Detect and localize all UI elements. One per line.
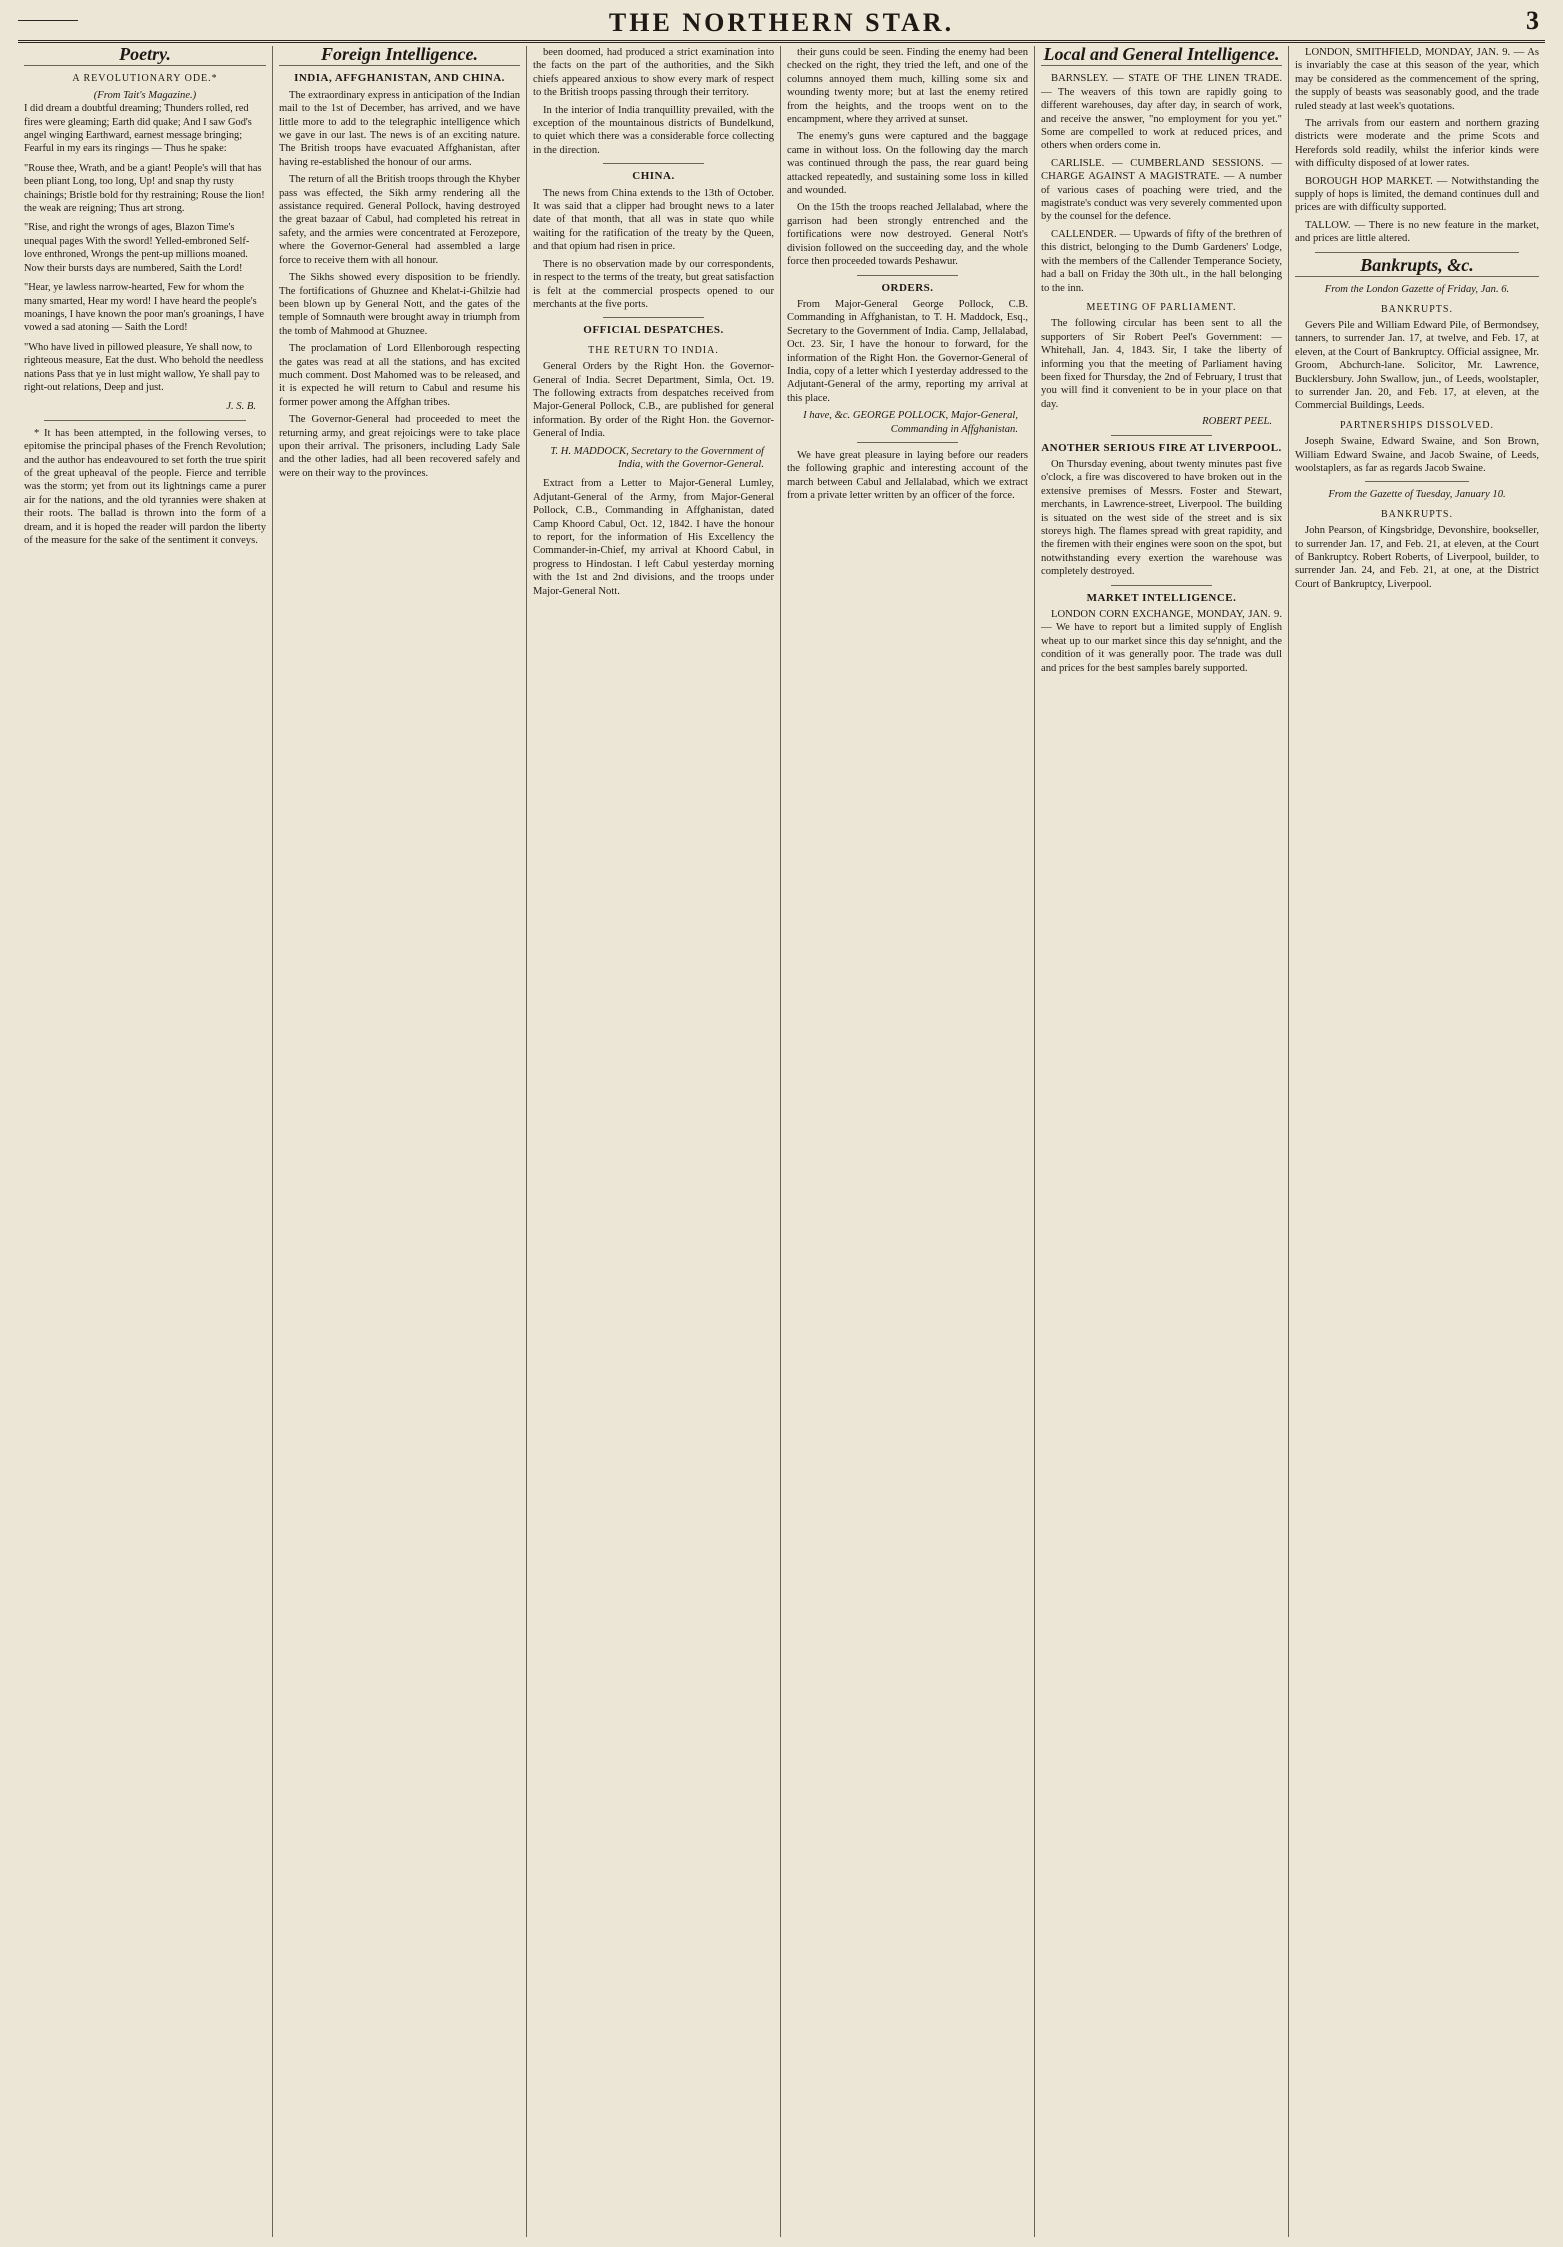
article-paragraph: We have great pleasure in laying before our readers the following graphic and interesting account of the march between Cabul and Jellalabad, which we extract from a private letter written by an officer of the force.	[787, 449, 1028, 502]
circular-signature: ROBERT PEEL.	[1202, 416, 1272, 428]
article-paragraph: In the interior of India tranquillity prevailed, with the exception of the mountainous districts of Bundelkund, to quiet which there was a considerable force collecting in the direction.	[533, 104, 774, 156]
bankrupts-title: BANKRUPTS.	[1381, 303, 1453, 315]
article-paragraph: The Governor-General had proceeded to meet the returning army, and great rejoicings were to take place upon their arrival. The prisoners, including Lady Sale and the other ladies, had all been recovered safely and were on their way to the provinces.	[279, 414, 520, 479]
column-markets-bankrupts	[1288, 46, 1545, 2237]
article-paragraph: The extraordinary express in anticipation of the Indian mail to the 1st of December, has arrived, and we have little more to add to the telegraphic intelligence which we gave in our last. The news is of an exciting nature. The British troops have evacuated Affghanistan, after having re-established the honour of our arms.	[279, 89, 520, 168]
gazette-source: From the London Gazette of Friday, Jan. 6.	[1324, 284, 1510, 296]
article-paragraph: The return of all the British troops through the Khyber pass was effected, the Sikh army rendering all the assistance required. General Pollock, having destroyed the great bazaar of Cabul, had completed his retreat in safety, and the armies were concentrated at Ferozepore, where the Governor-General had assembled a large force to receive them with all honour.	[279, 174, 520, 266]
india-section-title: INDIA, AFFGHANISTAN, AND CHINA.	[294, 72, 505, 85]
article-paragraph: The Sikhs showed every disposition to be friendly. The fortifications of Ghuznee and Khelat-i-Ghilzie had been blown up by General Nott, and the gates of the temple of Somnauth were brought away in triumph from the tomb of Mahmood at Ghuznee.	[279, 272, 520, 337]
poem-stanza: "Hear, ye lawless narrow-hearted, Few for whom the many smarted, Hear my word! I have heard the people's moanings, I have known the poor man's groanings, I have vowed a sad atoning — Saith the Lord!	[24, 282, 264, 334]
orders-title: ORDERS.	[881, 281, 934, 294]
newspaper-title: THE NORTHERN STAR.	[608, 8, 955, 37]
article-paragraph: CALLENDER. — Upwards of fifty of the brethren of this district, belonging to the Dumb Gardeners' Lodge, with the members of the Callender Temperance Society, had a ball on Friday the 30th ult., in the hall belonging to the inn.	[1041, 228, 1282, 294]
article-paragraph: Extract from a Letter to Major-General Lumley, Adjutant-General of the Army, from Major-General Pollock, C.B., Commanding in Affghanistan, dated Camp Khoord Cabul, Oct. 12, 1842. I have the honour to report, for the information of His Excellency the Commander-in-Chief, my arrival at Khoord Cabul, in progress to Hindostan. I left Cabul yesterday morning with the 1st and 2nd divisions, and the troops under Major-General Nott.	[533, 478, 774, 597]
local-heading: Local and General Intelligence.	[1041, 48, 1282, 66]
poem-source: (From Tait's Magazine.)	[93, 89, 197, 101]
article-paragraph: On Thursday evening, about twenty minutes past five o'clock, a fire was discovered to have broken out in the extensive premises of Messrs. Foster and Stewart, merchants, in Lawrence-street, Liverpool. The building is situated on the west side of the street and is six storeys high. The flames spread with great rapidity, and the firemen with their engines were soon on the spot, but notwithstanding every exertion the warehouse was completely destroyed.	[1041, 458, 1282, 578]
article-paragraph: From Major-General George Pollock, C.B. Commanding in Affghanistan, to T. H. Maddock, Esq., Secretary to the Government of India. Camp, Jellalabad, Oct. 23. Sir, I have the honour to forward, for the information of the Right Hon. the Governor-General of India, copy of a letter which I yesterday addressed to the Adjutant-General of the army, reporting my arrival at this place.	[787, 298, 1028, 404]
bankrupts-heading: Bankrupts, &c.	[1295, 259, 1539, 277]
poem-stanza: "Who have lived in pillowed pleasure, Ye shall now, to righteous measure, Eat the dust. Who behold the needless nations Pass that ye in lust might wallow, Ye shall pay to right-out relations, Deep and just.	[24, 341, 264, 393]
article-paragraph: BARNSLEY. — STATE OF THE LINEN TRADE. — The weavers of this town are rapidly going to different warehouses, day after day, in search of work, and receive the answer, "no employment for you yet." Some are compelled to work at reduced prices, and others when orders come in.	[1041, 73, 1282, 152]
fire-title: ANOTHER SERIOUS FIRE AT LIVERPOOL.	[1041, 441, 1282, 454]
article-paragraph: LONDON, SMITHFIELD, MONDAY, JAN. 9. — As is invariably the case at this season of the year, which may be considered as the commencement of the spring, the supply of beasts was seasonably good, and the trade ruled steady at last week's quotations.	[1295, 47, 1539, 112]
despatches-title: OFFICIAL DESPATCHES.	[583, 324, 724, 337]
poem-title: A REVOLUTIONARY ODE.*	[72, 73, 218, 85]
divider	[603, 317, 704, 318]
despatch-signature: T. H. MADDOCK, Secretary to the Government of India, with the Governor-General.	[550, 445, 764, 470]
column-despatches	[780, 46, 1034, 2237]
page-number: 3	[1526, 6, 1539, 35]
article-paragraph: General Orders by the Right Hon. the Governor-General of India. Secret Department, Simla, Oct. 19. The following extracts from despatches received from Major-General Pollock, C.B., are published for general information. By order of the Right Hon. the Governor-General of India.	[533, 361, 774, 440]
newspaper-columns	[18, 46, 1545, 2237]
poem-signature: J. S. B.	[226, 401, 256, 413]
poem-stanza: "Rise, and right the wrongs of ages, Blazon Time's unequal pages With the sword! Yelled-embroned Self-love enthroned, Wrongs the pent-up millions moaned. Now their bursts days are numbered, Saith the Lord!	[24, 222, 250, 274]
poem-notes: * It has been attempted, in the following verses, to epitomise the principal phases of the French Revolution; and the author has endeavoured to set forth the true spirit of the great upheaval of the people. Fierce and terrible was the storm; yet from out its lightnings came a purer air for the nations, and the old tyrannies were shaken at their roots. The ballad is thrown into the form of a dream, and it is hoped the reader will pardon the liberty of the measure for the sake of the sentiment it conveys.	[24, 427, 266, 546]
article-paragraph: The enemy's guns were captured and the baggage came in without loss. On the following day the march was continued through the pass, the rear guard being attacked repeatedly, and sustaining some loss in killed and wounded.	[787, 131, 1028, 197]
article-paragraph: John Pearson, of Kingsbridge, Devonshire, bookseller, to surrender Jan. 17, and Feb. 21, at eleven, at the Court of Bankruptcy. Robert Roberts, of Liverpool, builder, to surrender Jan. 24, and Feb. 21, at one, at the District Court of Bankruptcy, Liverpool.	[1295, 525, 1539, 590]
meeting-title: MEETING OF PARLIAMENT.	[1086, 301, 1237, 313]
article-paragraph: Gevers Pile and William Edward Pile, of Bermondsey, tanners, to surrender Jan. 17, at twelve, and Feb. 17, at eleven, at the Court of Bankruptcy. Official assignee, Mr. Groom, Abchurch-lane. Solicitor, Mr. Lawrence, Bucklersbury. John Swallow, jun., of Leeds, woolstapler, to surrender Jan. 20, and Feb. 17, at eleven, at the Commercial Buildings, Leeds.	[1295, 319, 1539, 412]
column-local-intelligence	[1034, 46, 1288, 2237]
poem-stanza: "Rouse thee, Wrath, and be a giant! People's will that has been pliant Long, too long, Up! and snap thy rusty chainings; Bristle bold for thy restraining; Rouse the lion! the weak are reigning; Thus art strong.	[24, 162, 265, 215]
poem-body	[24, 102, 266, 394]
article-paragraph: TALLOW. — There is no new feature in the market, and prices are little altered.	[1295, 219, 1539, 245]
divider	[1315, 252, 1519, 253]
article-paragraph: Joseph Swaine, Edward Swaine, and Son Brown, William Edward Swaine, and Jacob Swaine, of Leeds, woolstaplers, as far as regards Jacob Swaine.	[1295, 436, 1539, 474]
divider	[1111, 435, 1212, 436]
divider	[857, 442, 958, 443]
bankrupts-title: BANKRUPTS.	[1381, 508, 1453, 520]
article-paragraph: their guns could be seen. Finding the enemy had been checked on the right, they tried the left, and one of the columns annoyed them much, killing some six and wounding twenty more; but at last the enemy retired from the heights, and the troops went on to the encampment, where they arrived at sunset.	[787, 47, 1028, 126]
article-paragraph: The news from China extends to the 13th of October. It was said that a clipper had brought news to a later date of that month, that all was in state quo while waiting for the ratification of the treaty by the Queen, and that opium had risen in price.	[533, 187, 774, 253]
article-paragraph: The following circular has been sent to all the supporters of Sir Robert Peel's Government: — Whitehall, Jan. 4, 1843. Sir, I take the liberty of informing you that the meeting of Parliament having been fixed for Thursday, the 2nd of February, I trust that you will find it convenient to be in your place on that day.	[1041, 318, 1282, 410]
divider	[603, 163, 704, 164]
divider	[44, 420, 246, 421]
article-paragraph: On the 15th the troops reached Jellalabad, where the garrison had been strongly entrenched and the fortifications were now destroyed. General Nott's division followed on the succeeding day, and the whole force then proceeded towards Peshawur.	[787, 202, 1028, 268]
article-paragraph: There is no observation made by our correspondents, in respect to the terms of the treaty, but great satisfaction is felt at the commercial prospects opened to our merchants at the five ports.	[533, 258, 774, 310]
article-paragraph: LONDON CORN EXCHANGE, MONDAY, JAN. 9. — We have to report but a limited supply of English wheat up to our market since this day se'nnight, and the condition of it was generally poor. The trade was dull and prices for the best samples barely supported.	[1041, 609, 1282, 674]
partnerships-title: PARTNERSHIPS DISSOLVED.	[1340, 419, 1494, 431]
article-paragraph: CARLISLE. — CUMBERLAND SESSIONS. — CHARGE AGAINST A MAGISTRATE. — A number of various cases of poaching were tried, and the magistrate's conduct was very severely commented upon by the counsel for the defence.	[1041, 157, 1282, 223]
column-india-china	[526, 46, 780, 2237]
despatches-subtitle: THE RETURN TO INDIA.	[588, 344, 719, 356]
article-paragraph: BOROUGH HOP MARKET. — Notwithstanding the supply of hops is limited, the demand continues dull and prices are with difficulty supported.	[1295, 175, 1539, 214]
article-paragraph: The proclamation of Lord Ellenborough respecting the gates was read at all the stations, and has excited much comment. Dost Mahomed was to be released, and it is expected he will return to Cabul and resume his former power among the Affghan tribes.	[279, 343, 520, 408]
market-title: MARKET INTELLIGENCE.	[1086, 591, 1237, 604]
column-poetry	[18, 46, 272, 2237]
divider	[857, 275, 958, 276]
gazette-source: From the Gazette of Tuesday, January 10.	[1328, 489, 1506, 501]
poem-stanza: I did dream a doubtful dreaming; Thunders rolled, red fires were gleaming; Earth did quake; And I saw God's angel winging Earthward, earnest message bringing; Fearful in my ears its ringings — Thus he spake:	[24, 103, 252, 155]
divider	[1111, 585, 1212, 586]
article-paragraph: The arrivals from our eastern and northern grazing districts were moderate and the prime Scots and Herefords sold readily, whilst the inferior kinds were with difficulty disposed of at lower rates.	[1295, 118, 1539, 170]
masthead	[18, 6, 1545, 43]
poetry-heading: Poetry.	[24, 48, 266, 66]
china-title: CHINA.	[632, 170, 675, 183]
article-paragraph: been doomed, had produced a strict examination into the facts on the part of the authorities, and the Sikh chiefs appeared anxious to show every mark of respect to the British troops passing through their territory.	[533, 47, 774, 99]
foreign-heading: Foreign Intelligence.	[279, 48, 520, 66]
divider	[1365, 481, 1469, 482]
letter-signature: I have, &c. GEORGE POLLOCK, Major-General, Commanding in Affghanistan.	[803, 410, 1018, 435]
column-foreign-intelligence	[272, 46, 526, 2237]
